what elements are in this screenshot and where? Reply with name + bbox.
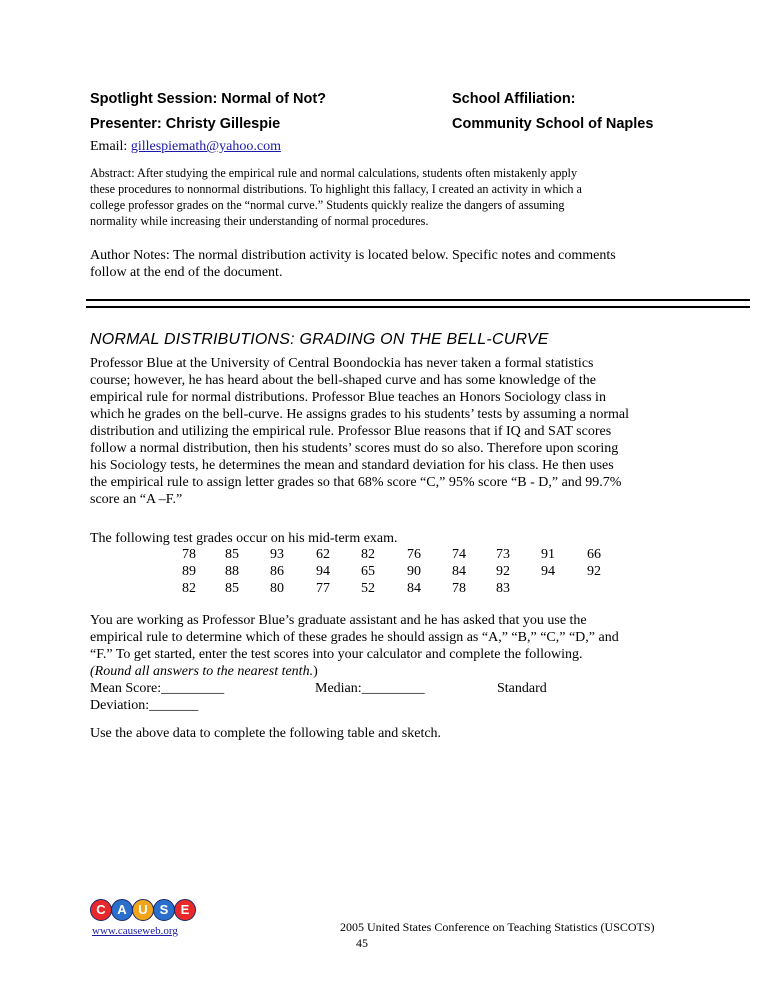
intro-line: empirical rule for normal distributions. Professor Blue teaches an Honors Sociology class in: [90, 390, 606, 405]
affiliation-label: School Affiliation:: [452, 91, 576, 107]
session-title: Spotlight Session: Normal of Not?: [90, 91, 327, 107]
deviation-field: Deviation:_______: [90, 698, 199, 713]
grades-table: [0, 547, 768, 601]
intro-line: follow a normal distribution, then his students’ scores must do so also. Therefore upon scoring: [90, 441, 619, 456]
use-above-instruction: Use the above data to complete the following table and sketch.: [90, 726, 442, 741]
grade-value: 74: [452, 547, 466, 562]
intro-line: score an “A –F.”: [90, 492, 183, 507]
grade-value: 94: [541, 564, 555, 579]
grade-value: 77: [316, 581, 330, 596]
standard-label: Standard: [497, 681, 547, 696]
grade-value: 65: [361, 564, 375, 579]
grades-intro: The following test grades occur on his mid-term exam.: [90, 531, 398, 546]
school-name: Community School of Naples: [452, 116, 654, 132]
email-link[interactable]: gillespiemath@yahoo.com: [130, 139, 281, 154]
grade-value: 62: [316, 547, 330, 562]
grade-value: 84: [407, 581, 421, 596]
intro-line: course; however, he has heard about the bell-shaped curve and has some knowledge of the: [90, 373, 596, 388]
grade-value: 88: [225, 564, 239, 579]
grade-value: 86: [270, 564, 284, 579]
abstract-line: college professor grades on the “normal curve.” Students quickly realize the dangers of assuming: [90, 198, 565, 212]
mean-score-field: Mean Score:_________: [90, 681, 225, 696]
author-notes-line: Author Notes: The normal distribution activity is located below. Specific notes and comments: [90, 248, 616, 263]
intro-line: the empirical rule to assign letter grades so that 68% score “C,” 95% score “B - D,” and 99.7%: [90, 475, 622, 490]
grade-value: 89: [182, 564, 196, 579]
abstract-line: Abstract: After studying the empirical rule and normal calculations, students often mistakenly apply: [90, 166, 578, 180]
abstract-line: normality while increasing their understanding of normal procedures.: [90, 214, 429, 228]
logo-letter: U: [132, 899, 154, 921]
grade-value: 92: [496, 564, 510, 579]
causeweb-link[interactable]: www.causeweb.org: [92, 925, 178, 937]
logo-letter: C: [90, 899, 112, 921]
abstract-line: these procedures to nonnormal distributions. To highlight this fallacy, I created an activity in which a: [90, 182, 582, 196]
grade-value: 82: [182, 581, 196, 596]
grade-value: 82: [361, 547, 375, 562]
page-number: 45: [356, 936, 368, 950]
grade-value: 85: [225, 581, 239, 596]
round-note-line: [90, 663, 760, 680]
assistant-line: “F.” To get started, enter the test scores into your calculator and complete the following.: [90, 647, 583, 662]
intro-line: Professor Blue at the University of Central Boondockia has never taken a formal statistics: [90, 356, 594, 371]
grade-value: 66: [587, 547, 601, 562]
grade-value: 93: [270, 547, 284, 562]
round-note-close: ): [313, 664, 318, 679]
logo-letter: A: [111, 899, 133, 921]
presenter-name: Presenter: Christy Gillespie: [90, 116, 281, 132]
intro-paragraph: [90, 355, 760, 508]
email-line: [90, 138, 281, 155]
grade-value: 83: [496, 581, 510, 596]
conference-name: 2005 United States Conference on Teaching Statistics (USCOTS): [340, 920, 655, 934]
grade-value: 78: [182, 547, 196, 562]
author-notes-line: follow at the end of the document.: [90, 265, 283, 280]
abstract: [90, 165, 760, 229]
author-notes: [90, 247, 760, 281]
grade-value: 78: [452, 581, 466, 596]
intro-line: his Sociology tests, he determines the mean and standard deviation for his class. He then uses: [90, 458, 614, 473]
grade-value: 92: [587, 564, 601, 579]
section-title: NORMAL DISTRIBUTIONS: GRADING ON THE BELL-CURVE: [90, 331, 549, 348]
assistant-paragraph: [90, 612, 760, 680]
divider-bottom: [86, 306, 750, 308]
divider-top: [86, 299, 750, 301]
grade-value: 91: [541, 547, 555, 562]
cause-logo: [90, 899, 200, 923]
footer-link-wrap: [92, 921, 178, 939]
grade-value: 52: [361, 581, 375, 596]
grade-value: 90: [407, 564, 421, 579]
round-note: (Round all answers to the nearest tenth.: [90, 664, 314, 679]
intro-line: distribution and utilizing the empirical rule. Professor Blue reasons that if IQ and SAT scores: [90, 424, 612, 439]
grade-value: 80: [270, 581, 284, 596]
median-field: Median:_________: [315, 681, 425, 696]
grade-value: 73: [496, 547, 510, 562]
assistant-line: You are working as Professor Blue’s graduate assistant and he has asked that you use the: [90, 613, 587, 628]
logo-letter: E: [174, 899, 196, 921]
intro-line: which he grades on the bell-curve. He assigns grades to his students’ tests by assuming a normal: [90, 407, 630, 422]
email-label: Email:: [90, 139, 128, 154]
grade-value: 76: [407, 547, 421, 562]
grade-value: 94: [316, 564, 330, 579]
logo-letter: S: [153, 899, 175, 921]
grade-value: 85: [225, 547, 239, 562]
assistant-line: empirical rule to determine which of these grades he should assign as “A,” “B,” “C,” “D,” and: [90, 630, 619, 645]
grade-value: 84: [452, 564, 466, 579]
